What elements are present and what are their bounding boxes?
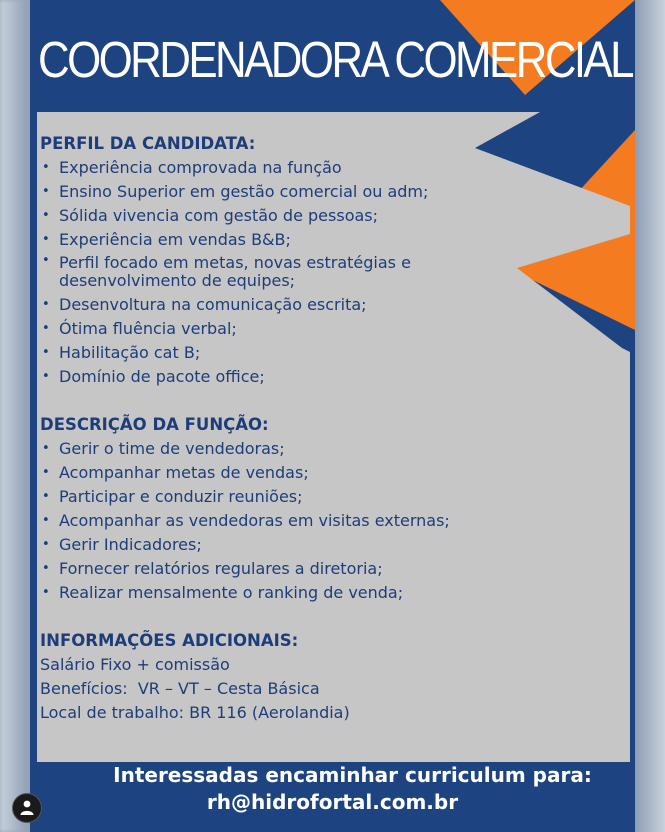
list-item: • Gerir o time de vendedoras; [40, 437, 620, 461]
job-poster [30, 0, 635, 832]
role-list [40, 437, 620, 605]
footer-instruction: Interessadas encaminhar curriculum para: [113, 763, 592, 787]
list-item: • Domínio de pacote office; [40, 365, 620, 389]
list-item: • Fornecer relatórios regulares a diretoria; [40, 557, 620, 581]
page-title: COORDENADORA COMERCIAL [38, 31, 632, 88]
list-item: • Sólida vivencia com gestão de pessoas; [40, 204, 620, 228]
additional-heading: INFORMAÇÕES ADICIONAIS: [40, 631, 299, 650]
role-heading: DESCRIÇÃO DA FUNÇÃO: [40, 415, 269, 434]
salary-text: Salário Fixo + comissão [40, 655, 230, 674]
list-item: • Ótima fluência verbal; [40, 317, 620, 341]
list-item: • Gerir Indicadores; [40, 533, 620, 557]
right-background-blur [635, 0, 665, 832]
profile-list [40, 156, 620, 389]
list-item: • Experiência em vendas B&B; [40, 228, 620, 252]
list-item: • Realizar mensalmente o ranking de venda; [40, 581, 620, 605]
list-item: • Experiência comprovada na função [40, 156, 620, 180]
list-item: • Desenvoltura na comunicação escrita; [40, 293, 620, 317]
left-background-blur [0, 0, 30, 832]
list-item: • Participar e conduzir reuniões; [40, 485, 620, 509]
list-item: • Perfil focado em metas, novas estratégias e desenvolvimento de equipes; [40, 252, 459, 293]
content [40, 132, 620, 725]
list-item: • Habilitação cat B; [40, 341, 620, 365]
list-item: • Acompanhar as vendedoras em visitas externas; [40, 509, 620, 533]
list-item: • Acompanhar metas de vendas; [40, 461, 620, 485]
list-item: • Ensino Superior em gestão comercial ou adm; [40, 180, 620, 204]
profile-button[interactable] [12, 793, 42, 823]
footer [30, 762, 635, 816]
contact-email: rh@hidrofortal.com.br [206, 790, 459, 814]
benefits-text: Benefícios: VR – VT – Cesta Básica [40, 679, 320, 698]
user-icon [20, 800, 34, 815]
profile-heading: PERFIL DA CANDIDATA: [40, 134, 256, 153]
location-text: Local de trabalho: BR 116 (Aerolandia) [40, 703, 350, 722]
